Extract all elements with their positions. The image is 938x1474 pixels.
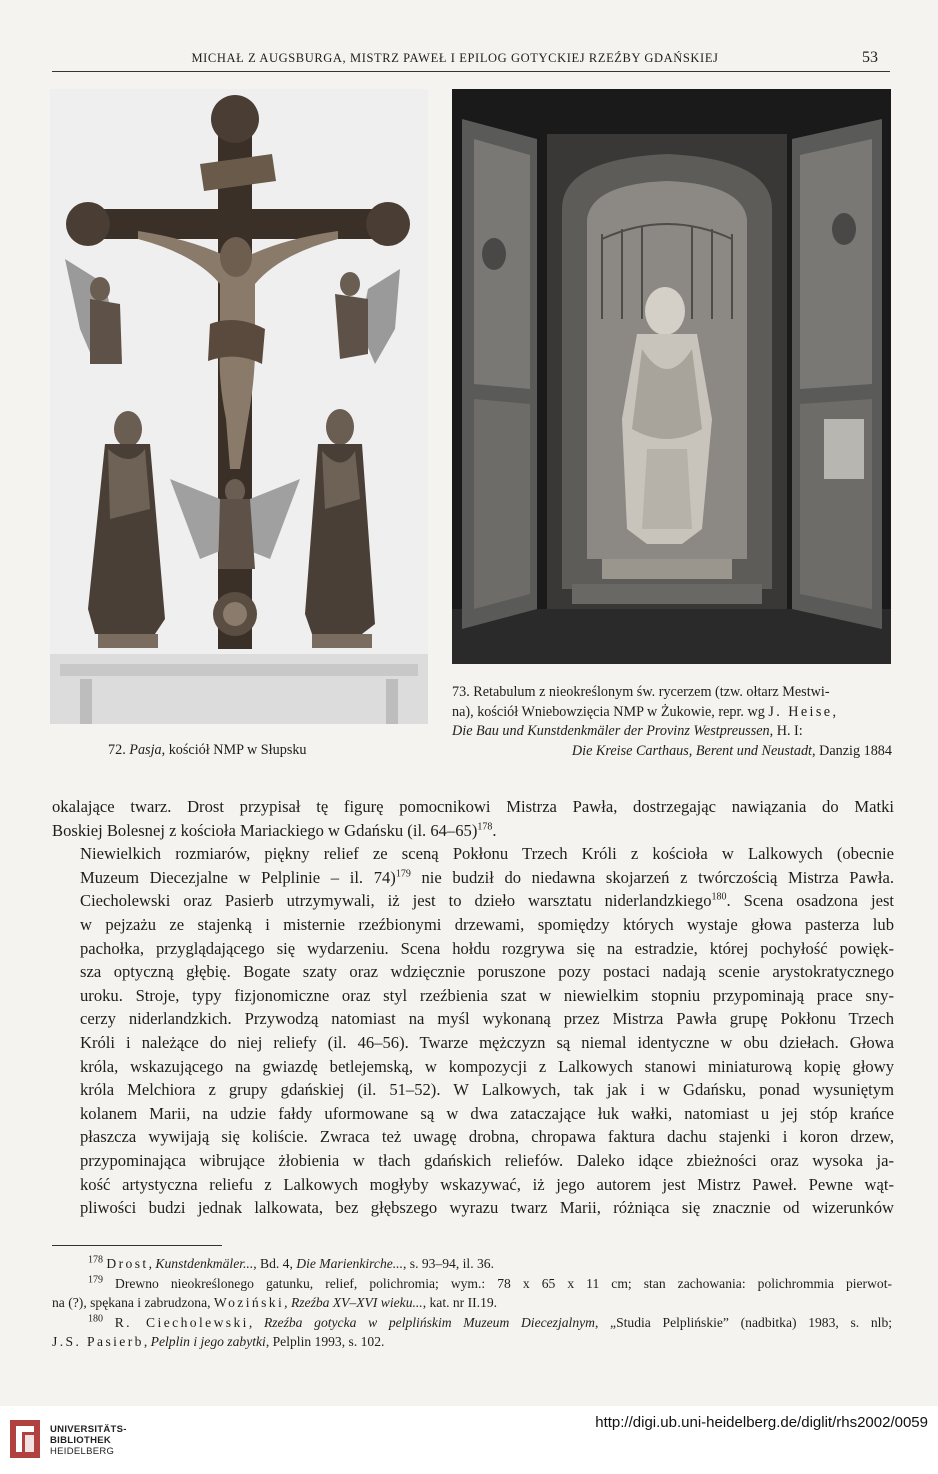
text-line [52, 889, 894, 913]
footnote-author: Woziński [213, 1295, 285, 1311]
footnote-number: 179 [88, 1274, 103, 1286]
digital-library-footer [0, 1406, 938, 1474]
footnote-179-continued: na (?), spękana i zabrudzona, Woziński, Rzeźba XV–XVI wieku..., kat. nr II.19. [52, 1295, 498, 1311]
library-name[interactable] [50, 1424, 127, 1457]
footnote-title: Rzeźba XV–XVI wieku... [290, 1295, 423, 1311]
footnote-180-continued: J.S. Pasierb, Pelplin i jego zabytki, Pelplin 1993, s. 102. [52, 1334, 385, 1350]
footnote-number: 178 [88, 1254, 103, 1266]
figure-72-title: Pasja [129, 742, 162, 758]
figure-73-caption-line [452, 742, 892, 762]
text-line: w pejzażu ze stajenką i misternie rzeźbionymi drzewami, spomiędzy których wystaje głowa pasterza lub [80, 914, 894, 934]
library-logo-icon[interactable] [10, 1420, 40, 1458]
footnote-title: Rzeźba gotycka w pelplińskim Muzeum Diecezjalnym [263, 1314, 595, 1330]
text-line: pachołka, przyglądającego się wydarzeniu. Scena hołdu rozgrywa się na estradzie, której pochyłość powięk- [80, 938, 894, 958]
retable-illustration [452, 89, 891, 664]
figure-73-source-author: J. Heise, [768, 703, 839, 720]
header-rule [52, 71, 890, 72]
text-line: Niewielkich rozmiarów, piękny relief ze sceną Pokłonu Trzech Króli z kościoła w Lalkowych (obecnie [80, 844, 894, 864]
text-line: króla, wskazującego na gwiazdę betlejemską, w kompozycji z Lalkowych stanowi miniaturową kopię głowy [80, 1056, 894, 1076]
figure-73-caption-line: 73. Retabulum z nieokreślonym św. rycerzem (tzw. ołtarz Mestwi- [452, 684, 830, 700]
figure-73-source-title: Die Bau und Kunstdenkmäler der Provinz Westpreussen [452, 723, 770, 739]
text-segment: Ciecholewski oraz Pasierb utrzymywali, iż jest to dzieło warsztatu niderlandzkiego [80, 891, 712, 911]
text-line: Króli i należące do niej reliefy (il. 46–56). Twarze mężczyzn są niemal identyczne w obu dziełach. Głowa [80, 1032, 894, 1052]
text-line: okalające twarz. Drost przypisał tę figurę pomocnikowi Mistrza Pawła, dostrzegając nawiązania do Matki [52, 797, 894, 816]
footnote-ref[interactable]: 178 [477, 821, 493, 833]
body-text [52, 795, 894, 1220]
text-line [52, 819, 894, 843]
footnote-179 [52, 1274, 892, 1294]
text-line: sza optyczną głębię. Bogate szaty oraz wdzięcznie poruszone pozy postaci nadają scenie arystokratycznego [80, 962, 894, 982]
footnote-line: $^{180}$ R. Ciecholewski, Rzeźba gotycka w pelplińskim Muzeum Diecezjalnym, „Studia Pelplińskie” (nadbitka) 1983, s. nlb; [88, 1313, 893, 1330]
footnote-180 [52, 1313, 892, 1333]
figure-73-caption-line [452, 722, 892, 742]
text-line: pliwości budzi jednak lalkowata, bez głębszego wyrazu twarz Marii, różniąca się znacznie od wizerunków [80, 1198, 894, 1218]
text-line: kolanem Marii, na udzie fałdy uformowane są w dwa zataczające łuk wałki, natomiast u jej stóp krańce [80, 1103, 894, 1123]
footnote-title: Pelplin i jego zabytki [150, 1334, 266, 1350]
footnote-author: Drost [106, 1256, 149, 1271]
footnote-text: Drewno nieokreślonego gatunku, relief, polichromia; wym.: 78 x 65 x 11 cm; stan zachowania: polichrommia pierwot- [115, 1275, 892, 1291]
text-segment: . [492, 820, 497, 840]
paragraph [52, 795, 894, 842]
running-title: MICHAŁ Z AUGSBURGA, MISTRZ PAWEŁ I EPILOG GOTYCKIEJ RZEŹBY GDAŃSKIEJ [191, 51, 719, 65]
text-segment: Muzeum Diecezjalne w Pelplinie – il. 74) [80, 867, 396, 887]
footnote-author: J.S. Pasierb [52, 1334, 144, 1350]
footnote-text: , Bd. 4, [253, 1256, 297, 1271]
library-name-line: UNIVERSITÄTS- [50, 1424, 127, 1435]
text-line: płaszcza wywijają się koliście. Zwraca też uwagę drobna, chropawa faktura dachu stajenki i koron drzew, [80, 1127, 894, 1147]
footnote-text: na (?), spękana i zabrudzona, [52, 1295, 211, 1311]
text-segment: nie budził do niedawna skojarzeń z twórczością Mistrza Pawła. [410, 867, 894, 887]
figure-73-source-volume: , H. I: [769, 723, 803, 739]
footnote-text: , „Studia Pelplińskie” (nadbitka) 1983, s. nlb; [594, 1314, 893, 1330]
library-name-line: HEIDELBERG [50, 1446, 115, 1457]
footnote-178: $^{178}$ Drost, Kunstdenkmäler..., Bd. 4, Die Marienkirche..., s. 93–94, il. 36. [88, 1254, 494, 1271]
figure-73-source-imprint: , Danzig 1884 [812, 742, 892, 759]
footnote-title: Die Marienkirche... [296, 1256, 403, 1271]
crucifixion-group-illustration [50, 89, 428, 724]
footnote-text: , Pelplin 1993, s. 102. [265, 1334, 385, 1350]
footnote-ref[interactable]: 179 [395, 868, 411, 880]
figure-73-caption-line [452, 703, 892, 723]
footnote-ref[interactable]: 180 [711, 891, 727, 903]
text-line: kość artystyczna reliefu z Lalkowych mogłyby wskazywać, iż jego autorem jest Mistrz Paweł. Pewne wąt- [80, 1174, 894, 1194]
figure-73-source-subtitle: Die Kreise Carthaus, Berent und Neustadt [571, 742, 812, 759]
figure-72-location: , kościół NMP w Słupsku [161, 742, 307, 758]
footnote-rule [52, 1245, 222, 1246]
figure-73-caption [452, 683, 892, 761]
footnote-text: , kat. nr II.19. [422, 1295, 498, 1311]
text-line: króla Melchiora z grupy gdańskiej (il. 51–52). W Lalkowych, tak jak i w Gdańsku, ponad wysuniętym [80, 1080, 894, 1100]
figure-72-number: 72. [108, 742, 126, 758]
footnote-number: 180 [88, 1313, 103, 1325]
footnotes [52, 1254, 892, 1352]
text-segment: . Scena osadzona jest [726, 891, 895, 911]
figure-73-location: na), kościół Wniebowzięcia NMP w Żukowie, repr. wg [452, 703, 765, 720]
paragraph [52, 842, 894, 1220]
text-segment: Boskiej Bolesnej z kościoła Mariackiego w Gdańsku (il. 64–65) [52, 820, 478, 840]
figure-72-photo [50, 89, 428, 724]
text-line: uroku. Stroje, typy fizjonomiczne oraz styl rzeźbienia szat w niewielkim stopniu przypominają prace sny- [80, 985, 894, 1005]
text-line [52, 866, 894, 890]
figure-73-photo [452, 89, 891, 664]
figure-72-caption [108, 741, 408, 761]
text-line: cerzy niderlandzkich. Przywodzą natomiast na myśl wykonaną przez Mistrza Pawła grupę Pokłonu Trzech [80, 1009, 894, 1029]
footnote-text: , s. 93–94, il. 36. [402, 1256, 494, 1271]
footnote-line [88, 1274, 892, 1294]
footnote-author: R. Ciecholewski [114, 1314, 249, 1330]
text-line: przypominająca wibrujące żłobienia w tłach gdańskich reliefów. Daleko idące zbieżności oraz wysoka ja- [80, 1150, 894, 1170]
source-url-link[interactable]: http://digi.ub.uni-heidelberg.de/diglit/rhs2002/0059 [595, 1414, 928, 1431]
page-number: 53 [862, 49, 878, 66]
footnote-title: Kunstdenkmäler... [155, 1256, 254, 1271]
library-name-line: BIBLIOTHEK [50, 1435, 112, 1446]
